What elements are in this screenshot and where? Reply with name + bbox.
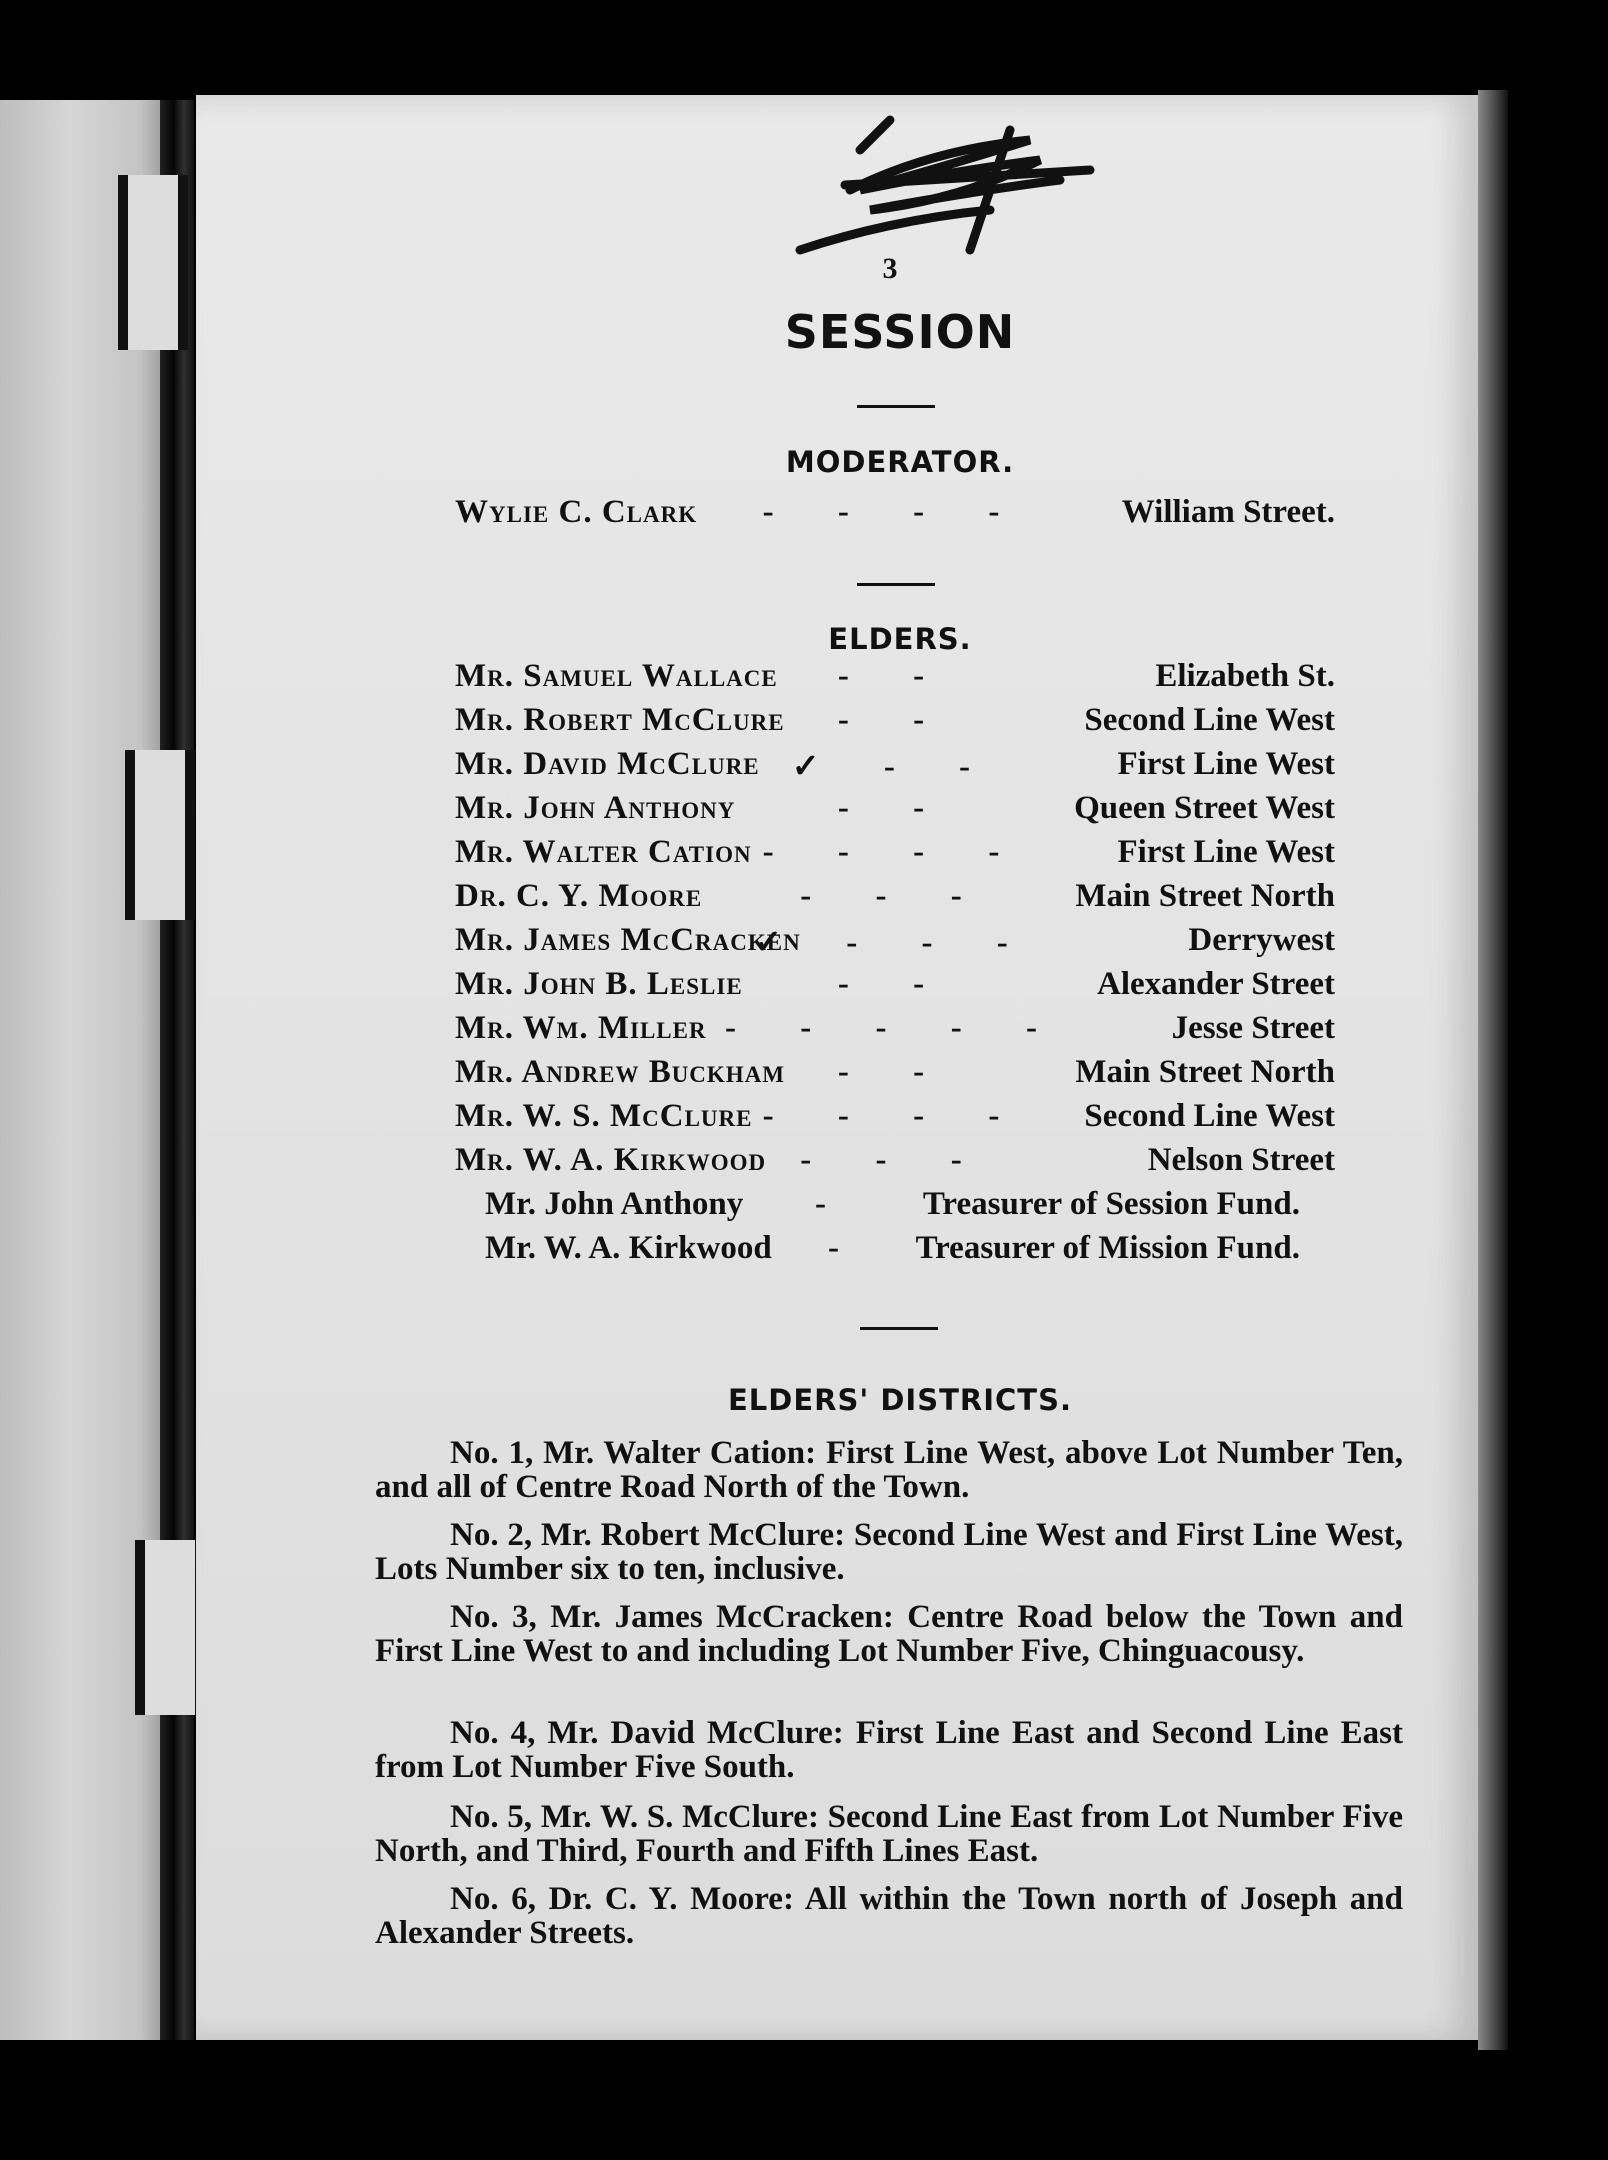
elder-row: [455, 790, 1335, 830]
elder-row: [455, 702, 1335, 742]
elder-address: Elizabeth St.: [1155, 658, 1335, 694]
district-paragraph: No. 5, Mr. W. S. McClure: Second Line East from Lot Number Five North, and Third, Fourth and Fifth Lines East.: [375, 1799, 1403, 1869]
book-spine: [160, 100, 194, 2040]
treasurer-row: [485, 1186, 1300, 1226]
moderator-address: William Street.: [1121, 494, 1335, 530]
elder-address: First Line West: [1117, 834, 1335, 870]
elder-name: Mr. Samuel Wallace: [455, 658, 778, 694]
elder-address: First Line West: [1117, 746, 1335, 782]
elder-row: [455, 834, 1335, 874]
divider: [857, 583, 935, 586]
treasurer-name: Mr. John Anthony: [485, 1186, 744, 1222]
elder-row: [455, 746, 1335, 786]
elder-row: [455, 1098, 1335, 1138]
binding-staple: [125, 750, 195, 920]
page-number: 3: [882, 252, 898, 285]
leader-dots: - - - -: [762, 1098, 1028, 1134]
elder-address: Main Street North: [1075, 1054, 1335, 1090]
elders-heading: ELDERS.: [828, 622, 972, 656]
leader-dots: - - - - -: [725, 1010, 1065, 1046]
leader-dots: - - - -: [762, 494, 1028, 530]
elder-name: Mr. W. S. McClure: [455, 1098, 753, 1134]
elder-row: [455, 1054, 1335, 1094]
elder-row: [455, 1010, 1335, 1050]
elder-row: [455, 922, 1335, 962]
elder-row: [455, 966, 1335, 1006]
districts-heading: ELDERS' DISTRICTS.: [728, 1383, 1072, 1417]
treasurer-name: Mr. W. A. Kirkwood: [485, 1230, 772, 1266]
elder-row: [455, 658, 1335, 698]
moderator-row: [455, 494, 1335, 534]
leader-dots: - - -: [800, 1142, 990, 1178]
page-edge: [1478, 90, 1508, 2050]
elder-address: Derrywest: [1188, 922, 1335, 958]
treasurer-row: [485, 1230, 1300, 1270]
elder-name: Dr. C. Y. Moore: [455, 878, 703, 914]
treasurer-role: Treasurer of Session Fund.: [922, 1186, 1300, 1222]
elder-row: [455, 1142, 1335, 1182]
elder-name: Mr. W. A. Kirkwood: [455, 1142, 767, 1178]
page-title: SESSION: [784, 305, 1016, 359]
divider: [857, 405, 935, 408]
elder-address: Jesse Street: [1171, 1010, 1335, 1046]
leader-dots: - -: [837, 658, 953, 694]
elder-name: Mr. David McClure: [455, 746, 760, 782]
district-paragraph: No. 2, Mr. Robert McClure: Second Line West and First Line West, Lots Number six to ten, inclusive.: [375, 1517, 1403, 1587]
leader-dots: - - - -: [762, 834, 1028, 870]
elder-address: Queen Street West: [1074, 790, 1335, 826]
moderator-name: Wylie C. Clark: [455, 494, 698, 530]
elder-row: [455, 878, 1335, 918]
separator-dash: -: [828, 1230, 839, 1266]
leader-dots: - -: [837, 702, 953, 738]
elder-name: Mr. Andrew Buckham: [455, 1054, 786, 1090]
binding-staple: [118, 175, 188, 350]
elder-address: Main Street North: [1075, 878, 1335, 914]
leader-dots: ✓ - -: [791, 749, 999, 785]
previous-page-edge: [0, 100, 175, 2040]
elder-address: Alexander Street: [1097, 966, 1335, 1002]
district-paragraph: No. 1, Mr. Walter Cation: First Line West, above Lot Number Ten, and all of Centre Road North of the Town.: [375, 1435, 1403, 1505]
elder-name: Mr. John B. Leslie: [455, 966, 743, 1002]
leader-dots: - -: [837, 966, 953, 1002]
ink-scribble: [790, 110, 1110, 260]
leader-dots: - -: [837, 1054, 953, 1090]
district-paragraph: No. 3, Mr. James McCracken: Centre Road below the Town and First Line West to and including Lot Number Five, Chinguacousy.: [375, 1599, 1403, 1669]
separator-dash: -: [815, 1186, 826, 1222]
binding-staple: [135, 1540, 205, 1715]
divider: [860, 1327, 938, 1330]
treasurer-role: Treasurer of Mission Fund.: [915, 1230, 1300, 1266]
district-paragraph: No. 4, Mr. David McClure: First Line East and Second Line East from Lot Number Five South.: [375, 1715, 1403, 1785]
elder-name: Mr. Robert McClure: [455, 702, 785, 738]
elder-address: Nelson Street: [1147, 1142, 1335, 1178]
elder-address: Second Line West: [1084, 702, 1335, 738]
district-paragraph: No. 6, Dr. C. Y. Moore: All within the Town north of Joseph and Alexander Streets.: [375, 1881, 1403, 1951]
elder-name: Mr. Wm. Miller: [455, 1010, 707, 1046]
elder-name: Mr. John Anthony: [455, 790, 736, 826]
leader-dots: - - -: [800, 878, 990, 914]
leader-dots: ✓ - - -: [754, 925, 1036, 961]
elder-address: Second Line West: [1084, 1098, 1335, 1134]
elder-name: Mr. Walter Cation: [455, 834, 752, 870]
leader-dots: - -: [837, 790, 953, 826]
moderator-heading: MODERATOR.: [785, 445, 1015, 479]
elder-name: Mr. James McCracken: [455, 922, 801, 958]
